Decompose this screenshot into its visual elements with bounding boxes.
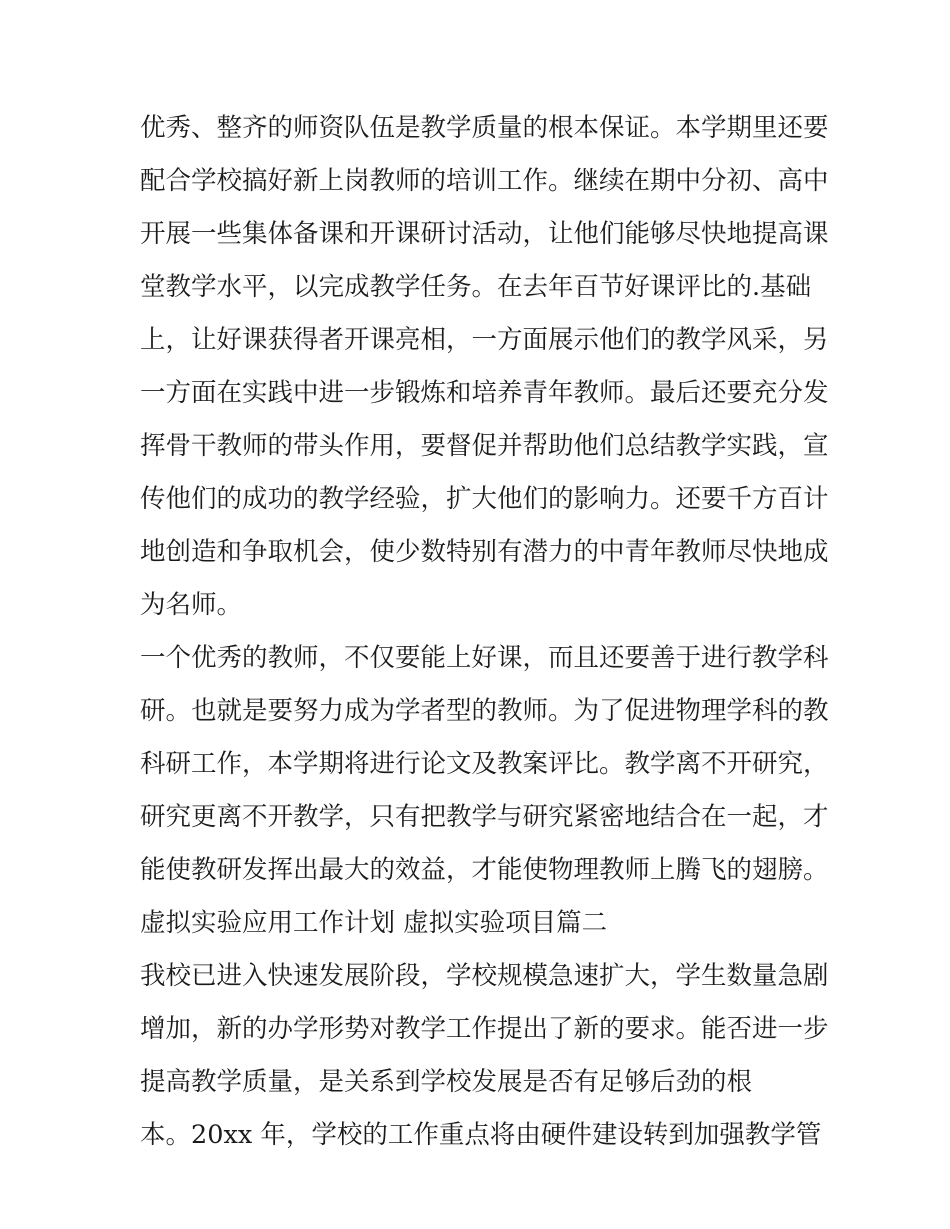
text-line: 科研工作，本学期将进行论文及教案评比。教学离不开研究，: [140, 749, 829, 779]
text-line: 为名师。: [140, 590, 243, 620]
text-line: 一个优秀的教师，不仅要能上好课，而且还要善于进行教学科: [140, 643, 829, 673]
text-line: 堂教学水平，以完成教学任务。在去年百节好课评比的.基础: [140, 272, 812, 302]
text-line: 研究更离不开教学，只有把教学与研究紧密地结合在一起，才: [140, 802, 829, 832]
text-line: 优秀、整齐的师资队伍是教学质量的根本保证。本学期里还要: [140, 113, 829, 143]
text-line: 我校已进入快速发展阶段，学校规模急速扩大，学生数量急剧: [140, 961, 829, 991]
text-line: 传他们的成功的教学经验，扩大他们的影响力。还要千方百计: [140, 484, 829, 514]
text-line: 上，让好课获得者开课亮相，一方面展示他们的教学风采，另: [140, 325, 829, 355]
text-line: 配合学校搞好新上岗教师的培训工作。继续在期中分初、高中: [140, 166, 829, 196]
section-heading: 虚拟实验应用工作计划 虚拟实验项目篇二: [140, 908, 608, 938]
text-line: 研。也就是要努力成为学者型的教师。为了促进物理学科的教: [140, 696, 829, 726]
text-line: 开展一些集体备课和开课研讨活动，让他们能够尽快地提高课: [140, 219, 829, 249]
text-line: 挥骨干教师的带头作用，要督促并帮助他们总结教学实践，宣: [140, 431, 829, 461]
text-line: 一方面在实践中进一步锻炼和培养青年教师。最后还要充分发: [140, 378, 829, 408]
text-line: 地创造和争取机会，使少数特别有潜力的中青年教师尽快地成: [140, 537, 829, 567]
text-line: 提高教学质量，是关系到学校发展是否有足够后劲的根: [140, 1067, 753, 1097]
text-line: 本。20xx 年，学校的工作重点将由硬件建设转到加强教学管: [140, 1120, 822, 1150]
text-line: 能使教研发挥出最大的效益，才能使物理教师上腾飞的翅膀。: [140, 855, 829, 885]
text-line: 增加，新的办学形势对教学工作提出了新的要求。能否进一步: [140, 1014, 829, 1044]
